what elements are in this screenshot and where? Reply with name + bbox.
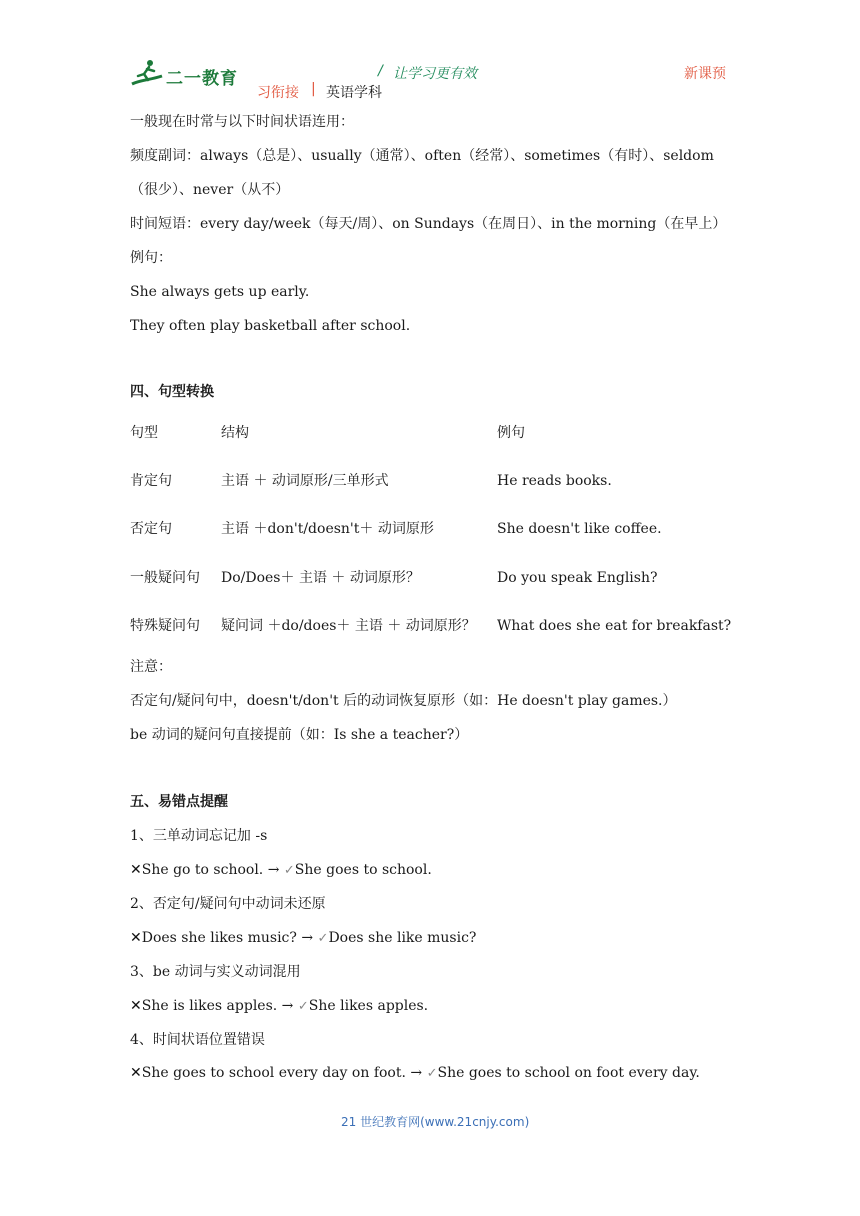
table-row-structure: 主语 ＋ 动词原形/三单形式	[221, 473, 389, 489]
mistake-title: 1、三单动词忘记加 -s	[130, 828, 268, 844]
header-sub-left: 习衔接	[257, 85, 299, 101]
section5-heading: 五、易错点提醒	[130, 794, 228, 810]
mistake-title: 2、否定句/疑问句中动词未还原	[130, 896, 326, 912]
check-mark-icon: ✓	[283, 863, 295, 878]
footer-source: 21 世纪教育网(www.21cnjy.com)	[341, 1115, 530, 1129]
freq-adverbs-line1: 频度副词：always（总是）、usually（通常）、often（经常）、sometimes（有时）、seldom	[130, 148, 714, 164]
arrow-icon: →	[267, 862, 280, 878]
arrow-icon: →	[410, 1065, 423, 1081]
arrow-icon: →	[301, 930, 314, 946]
mistake-title: 3、be 动词与实义动词混用	[130, 964, 301, 980]
table-header-type: 句型	[130, 425, 158, 441]
slogan-slash: /	[378, 63, 383, 79]
mistake-example	[130, 1064, 700, 1083]
table-row-structure: Do/Does＋ 主语 ＋ 动词原形？	[221, 570, 420, 586]
time-intro: 一般现在时常与以下时间状语连用：	[130, 114, 354, 130]
table-row-type: 特殊疑问句	[130, 618, 200, 634]
example-sentence-1: She always gets up early.	[130, 284, 310, 300]
header-top-right: 新课预	[684, 66, 726, 82]
wrong-mark-icon: ✕	[130, 1065, 142, 1081]
logo-text: 二一教育	[166, 69, 238, 89]
table-header-example: 例句	[497, 425, 525, 441]
correct-sentence: She likes apples.	[308, 998, 429, 1014]
correct-sentence: She goes to school on foot every day.	[437, 1065, 700, 1081]
note-line-2: be 动词的疑问句直接提前（如：Is she a teacher?）	[130, 727, 469, 743]
wrong-sentence: She is likes apples.	[141, 998, 278, 1014]
wrong-sentence: She go to school.	[141, 862, 264, 878]
arrow-icon: →	[281, 998, 294, 1014]
example-label: 例句：	[130, 250, 172, 266]
table-row-example: What does she eat for breakfast?	[497, 618, 732, 634]
wrong-sentence: She goes to school every day on foot.	[141, 1065, 406, 1081]
correct-sentence: She goes to school.	[294, 862, 432, 878]
time-phrases: 时间短语：every day/week（每天/周）、on Sundays（在周日）、in the morning（在早上）	[130, 216, 727, 232]
mistake-example	[130, 929, 476, 948]
table-row-example: He reads books.	[497, 473, 612, 489]
table-row-type: 一般疑问句	[130, 570, 200, 586]
check-mark-icon: ✓	[426, 1066, 438, 1081]
mistake-title: 4、时间状语位置错误	[130, 1032, 265, 1048]
note-label: 注意：	[130, 659, 172, 675]
table-row-structure: 主语 ＋don't/doesn't＋ 动词原形	[221, 521, 434, 537]
runner-logo-icon	[130, 58, 164, 88]
table-row-example: Do you speak English?	[497, 570, 658, 586]
table-row-type: 肯定句	[130, 473, 172, 489]
example-sentence-2: They often play basketball after school.	[130, 318, 411, 334]
note-line-1: 否定句/疑问句中，doesn't/don't 后的动词恢复原形（如：He doesn't play games.）	[130, 693, 677, 709]
correct-sentence: Does she like music?	[328, 930, 477, 946]
slogan: 让学习更有效	[393, 66, 477, 82]
header-subject: 英语学科	[326, 85, 382, 101]
table-row-example: She doesn't like coffee.	[497, 521, 662, 537]
check-mark-icon: ✓	[317, 931, 329, 946]
table-row-type: 否定句	[130, 521, 172, 537]
freq-adverbs-line2: （很少）、never（从不）	[130, 182, 290, 198]
section4-heading: 四、句型转换	[130, 384, 214, 400]
mistake-example	[130, 997, 428, 1016]
wrong-mark-icon: ✕	[130, 862, 142, 878]
header-separator: |	[311, 81, 316, 97]
wrong-mark-icon: ✕	[130, 998, 142, 1014]
logo	[130, 58, 242, 88]
table-row-structure: 疑问词 ＋do/does＋ 主语 ＋ 动词原形？	[221, 618, 476, 634]
wrong-mark-icon: ✕	[130, 930, 142, 946]
check-mark-icon: ✓	[297, 999, 309, 1014]
table-header-structure: 结构	[221, 425, 249, 441]
wrong-sentence: Does she likes music?	[141, 930, 297, 946]
mistake-example	[130, 861, 432, 880]
